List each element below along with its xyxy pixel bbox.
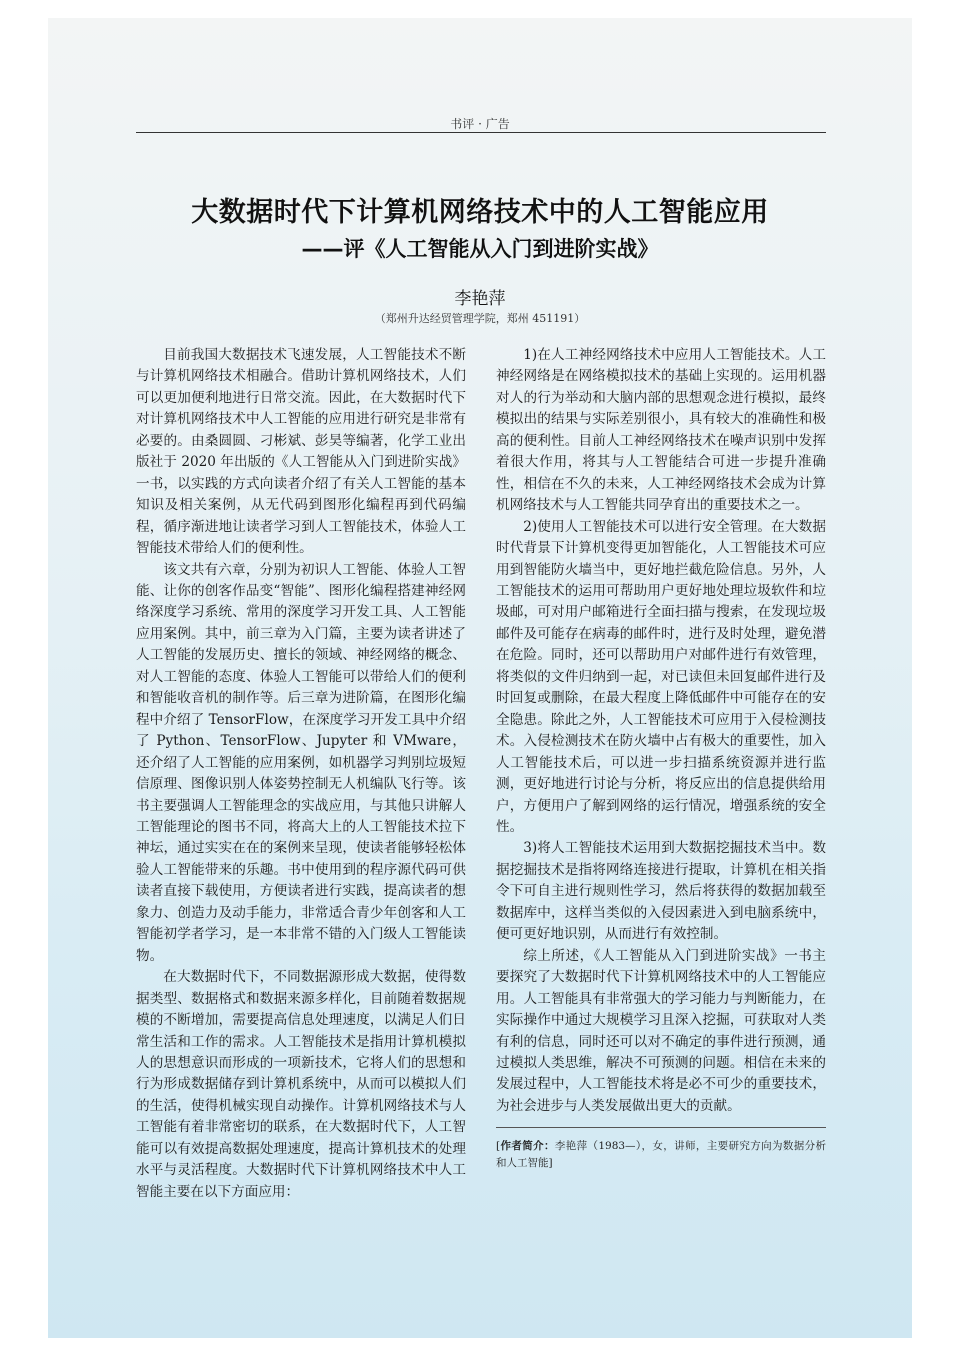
article-subtitle: ——评《人工智能从入门到进阶实战》 (301, 237, 659, 261)
paragraph: 3)将人工智能技术运用到大数据挖掘技术当中。数据挖掘技术是指将网络连接进行提取，计算机在相关指令下可自主进行规则性学习，然后将获得的数据加载至数据库中，这样当类似的入侵因素进入到电脑系统中，便可更好地识别，从而进行有效控制。 (496, 840, 826, 943)
paragraph: 2)使用人工智能技术可以进行安全管理。在大数据时代背景下计算机变得更加智能化，人工智能技术可应用到智能防火墙当中，更好地拦截危险信息。另外，人工智能技术的运用可帮助用户更好地处理垃圾软件和垃圾邮，可对用户邮箱进行全面扫描与搜索，在发现垃圾邮件及可能存在病毒的邮件时，进行及时处理，避免潜在危险。同时，还可以帮助用户对邮件进行有效管理，将类似的文件归纳到一起，对已读但未回复邮件进行及时回复或删除，在最大程度上降低邮件中可能存在的安全隐患。除此之外，人工智能技术可应用于入侵检测技术。入侵检测技术在防火墙中占有极大的重要性，加入人工智能技术后，可以进一步扫描系统资源并进行监测，更好地进行讨论与分析，将反应出的信息提供给用户，方便用户了解到网络的运行情况，增强系统的安全性。 (496, 518, 826, 835)
author-note-label: 作者简介： (500, 1140, 555, 1153)
paragraph: 该文共有六章，分别为初识人工智能、体验人工智能、让你的创客作品变“智能”、图形化编程搭建神经网络深度学习系统、常用的深度学习开发工具、人工智能应用案例。其中，前三章为入门篇，主要为读者讲述了人工智能的发展历史、擅长的领域、神经网络的概念、对人工智能的态度、体验人工智能可以带给人们的便利和智能收音机的制作等。后三章为进阶篇，在图形化编程中介绍了 TensorFlow，在深度学习开发工具中介绍了 Python、TensorFlow、Jupyter 和 VMware，还介绍了人工智能的应用案例，如机器学习判别垃圾短信原理、图像识别人体姿势控制无人机编队飞行等。该书主要强调人工智能理念的实战应用，与其他只讲解人工智能理论的图书不同，将高大上的人工智能技术拉下神坛，通过实实在在的案例来呈现，使读者能够轻松体验人工智能带来的乐趣。书中使用到的程序源代码可供读者直接下载使用，方便读者进行实践，提高读者的想象力、创造力及动手能力，非常适合青少年创客和人工智能初学者学习，是一本非常不错的入门级人工智能读物。 (136, 561, 466, 964)
section-label: 书评 · 广告 (450, 117, 510, 131)
author-name: 李艳萍 (454, 289, 506, 309)
author-affiliation: （郑州升达经贸管理学院，郑州 451191） (374, 312, 586, 325)
article-title: 大数据时代下计算机网络技术中的人工智能应用 (191, 197, 769, 228)
right-column (496, 345, 826, 1172)
paragraph: 目前我国大数据技术飞速发展，人工智能技术不断与计算机网络技术相融合。借助计算机网络技术，人们可以更加便利地进行日常交流。因此，在大数据时代下对计算机网络技术中人工智能的应用进行研究是非常有必要的。由桑圆圆、刁彬斌、彭昊等编著，化学工业出版社于 2020 年出版的《人工智能从入门到进阶实战》一书，以实践的方式向读者介绍了有关人工智能的基本知识及相关案例，从无代码到图形化编程再到代码编程，循序渐进地让读者学习到人工智能技术，体验人工智能技术带给人们的便利性。 (136, 347, 466, 557)
paragraph: 在大数据时代下，不同数据源形成大数据，使得数据类型、数据格式和数据来源多样化，目前随着数据规模的不断增加，需要提高信息处理速度，以满足人们日常生活和工作的需求。人工智能技术是指用计算机模拟人的思想意识而形成的一项新技术，它将人们的思想和行为形成数据储存到计算机系统中，从而可以模拟人们的生活，使得机械实现自动操作。计算机网络技术与人工智能有着非常密切的联系，在大数据时代下，人工智能可以有效提高数据处理速度，提高计算机技术的处理水平与灵活程度。大数据时代下计算机网络技术中人工智能主要在以下方面应用： (136, 969, 466, 1200)
header-rule (136, 132, 826, 133)
paragraph: 综上所述，《人工智能从入门到进阶实战》一书主要探究了大数据时代下计算机网络技术中的人工智能应用。人工智能具有非常强大的学习能力与判断能力，在实际操作中通过大规模学习且深入挖掘，可获取对人类有利的信息，同时还可以对不确定的事件进行预测，通过模拟人类思维，解决不可预测的问题。相信在未来的发展过程中，人工智能技术将是必不可少的重要技术，为社会进步与人类发展做出更大的贡献。 (496, 947, 826, 1114)
left-column (136, 345, 466, 1203)
paragraph: 1)在人工神经网络技术中应用人工智能技术。人工神经网络是在网络模拟技术的基础上实现的。运用机器对人的行为举动和大脑内部的思想观念进行模拟，最终模拟出的结果与实际差别很小，具有较大的准确性和极高的便利性。目前人工神经网络技术在噪声识别中发挥着很大作用，将其与人工智能结合可进一步提升准确性，相信在不久的未来，人工神经网络技术会成为计算机网络技术与人工智能共同孕育出的重要技术之一。 (496, 347, 826, 514)
author-note: [作者简介：李艳萍（1983—），女，讲师，主要研究方向为数据分析和人工智能] (496, 1127, 826, 1172)
author-note-text: 李艳萍（1983—），女，讲师，主要研究方向为数据分析和人工智能 (496, 1140, 826, 1170)
